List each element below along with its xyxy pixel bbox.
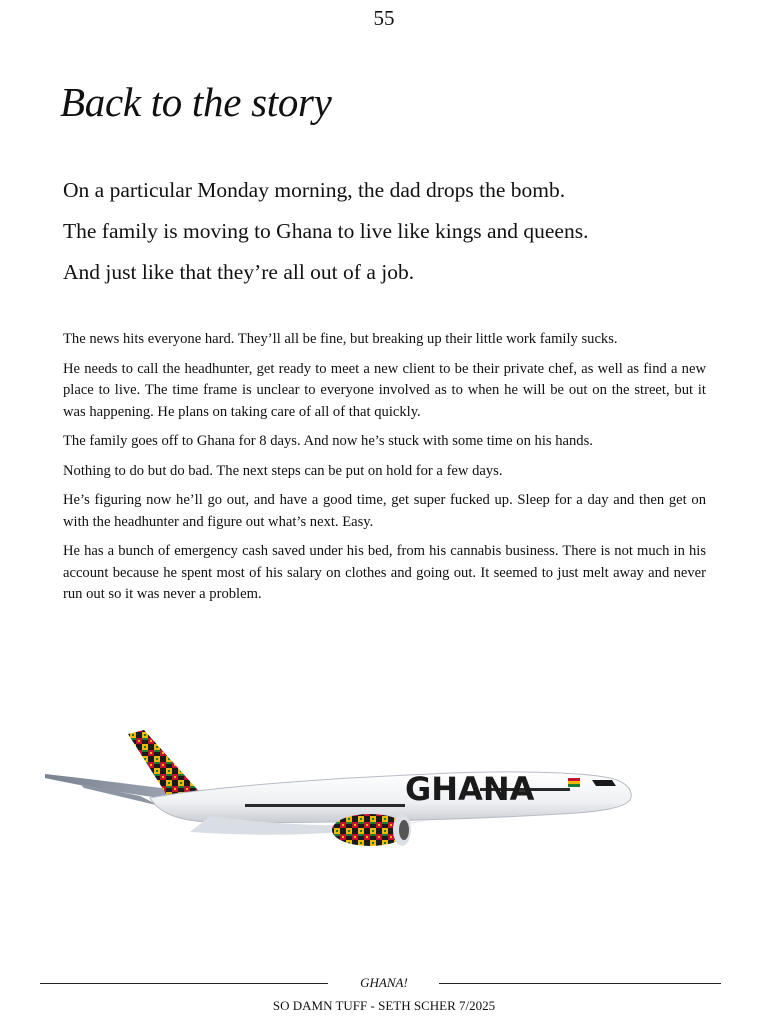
paragraph: The family goes off to Ghana for 8 days. And now he’s stuck with some time on his hands. [63, 433, 593, 449]
paragraph: He needs to call the headhunter, get ready to meet a new client to be their private chef, as well as find a new place to live. The time frame is unclear to everyone involved as to when he will be out on the street, but it was happening. He plans on taking care of all of that quickly. [63, 360, 706, 420]
page-number: 55 [373, 6, 395, 30]
chapter-title: Back to the story [60, 79, 332, 125]
footer-title: GHANA! [360, 975, 408, 990]
footer-credit: SO DAMN TUFF - SETH SCHER 7/2025 [272, 998, 496, 1013]
paragraph: He has a bunch of emergency cash saved under his bed, from his cannabis business. There is not much in his account because he spent most of his salary on clothes and going out. It seemed to just melt away and never run out so it was never a problem. [63, 543, 706, 602]
lead-line: The family is moving to Ghana to live like kings and queens. [63, 219, 589, 243]
paragraph: Nothing to do but do bad. The next steps can be put on hold for a few days. [63, 462, 503, 479]
livery-text: GHANA [405, 770, 535, 808]
paragraph: He’s figuring now he’ll go out, and have a good time, get super fucked up. Sleep for a day and then get on with the headhunter and figure out what’s next. Easy. [63, 492, 706, 530]
lead-line: On a particular Monday morning, the dad drops the bomb. [63, 178, 566, 202]
lead-paragraphs [63, 170, 713, 293]
paragraph: The news hits everyone hard. They’ll all be fine, but breaking up their little work family sucks. [63, 331, 618, 347]
airplane-illustration [40, 726, 640, 876]
body-text [63, 329, 706, 614]
lead-line: And just like that they’re all out of a job. [63, 260, 415, 284]
